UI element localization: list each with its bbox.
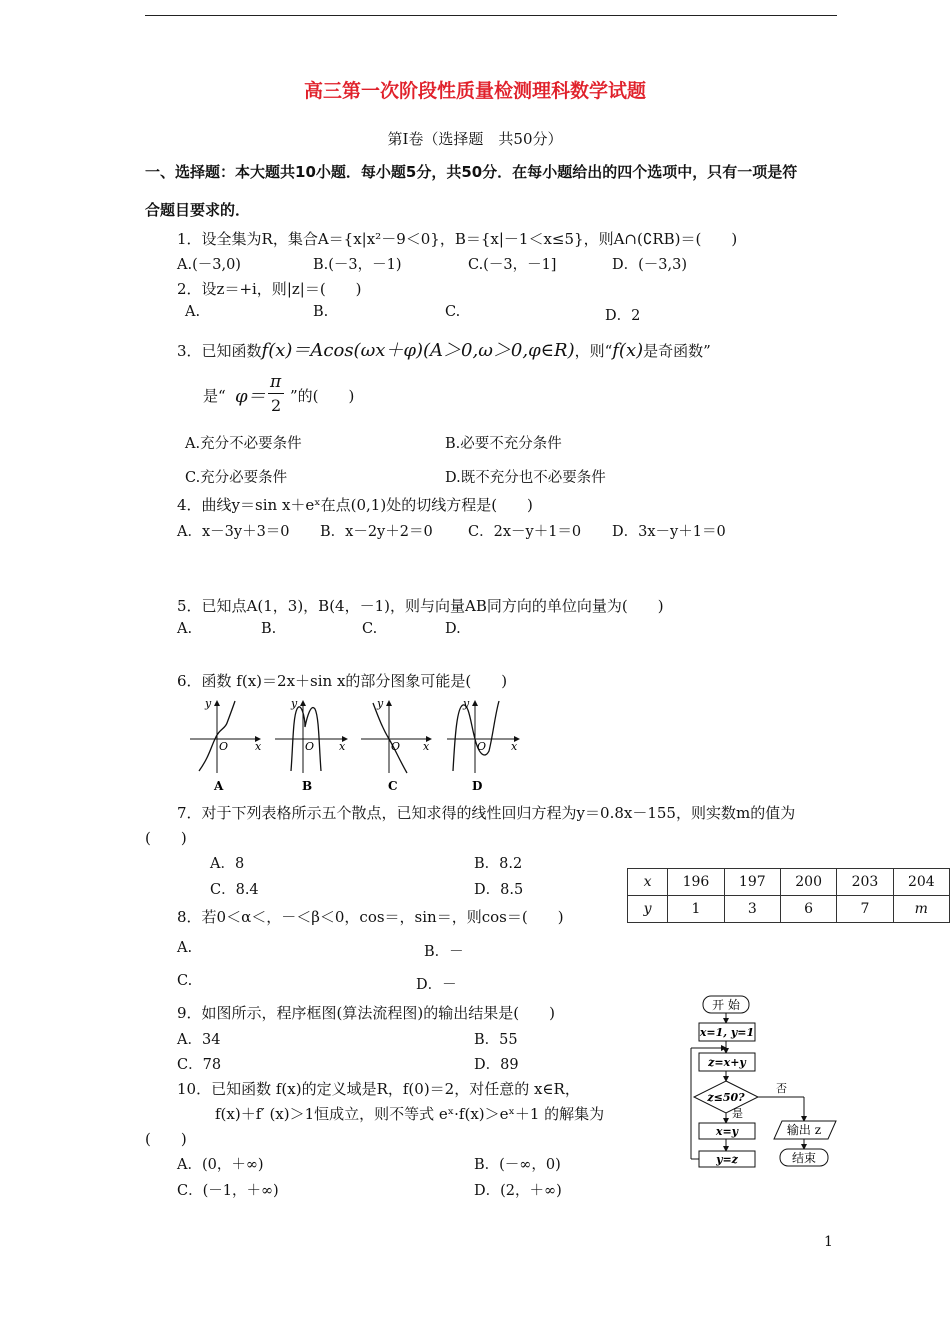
q5-option-a: A. — [177, 621, 193, 637]
q6-function-graphs — [185, 695, 530, 795]
q9-option-d: D．89 — [474, 1057, 519, 1073]
q5-stem: 5．已知点A(1，3)，B(4，－1)，则与向量AB同方向的单位向量为( ) — [177, 597, 664, 615]
q2-option-b: B. — [313, 304, 329, 320]
q5-option-c: C. — [362, 621, 378, 637]
q3-stem-text2: ，则“ — [574, 342, 613, 360]
q7-stem-line1: 7．对于下列表格所示五个散点，已知求得的线性回归方程为y＝0.8x－155，则实数m的值为 — [177, 804, 796, 822]
svg-text:是: 是 — [732, 1107, 743, 1120]
part-heading: 第Ⅰ卷（选择题 共50分） — [387, 130, 563, 148]
q7-scatter-table — [627, 868, 950, 923]
graph-b-origin: O — [305, 740, 315, 753]
svg-text:z≤50?: z≤50? — [707, 1091, 745, 1104]
svg-text:y=z: y=z — [716, 1153, 738, 1166]
q1-stem: 1．设全集为R，集合A＝{x|x²－9＜0}，B＝{x|－1＜x≤5}，则A∩(∁RB)＝( ) — [177, 230, 738, 248]
q9-option-b: B．55 — [474, 1032, 518, 1048]
table-cell: 197 — [724, 869, 780, 896]
graph-d-y-label: y — [463, 697, 470, 710]
table-cell: 200 — [780, 869, 836, 896]
table-row — [628, 896, 950, 923]
q7-option-a: A．8 — [210, 856, 245, 872]
graph-a-y-label: y — [205, 697, 212, 710]
page-number: 1 — [824, 1234, 833, 1250]
q6-stem: 6．函数 f(x)＝2x＋sin x的部分图象可能是( ) — [177, 672, 508, 690]
q3-fraction-bar — [268, 393, 284, 394]
q10-stem-line3: ( ) — [145, 1130, 187, 1148]
graph-d — [447, 697, 519, 793]
section-instructions-line1: 一、选择题：本大题共10小题．每小题5分，共50分．在每小题给出的四个选项中，只有一项是符 — [145, 163, 798, 181]
q3-stem-text: 3．已知函数 — [177, 342, 262, 360]
graph-b-x-label: x — [339, 740, 346, 753]
graph-c-x-label: x — [423, 740, 430, 753]
graph-b — [275, 697, 347, 793]
q8-option-a: A. — [177, 940, 193, 956]
table-row — [628, 869, 950, 896]
q3-formula: f(x)＝Acos(ωx＋φ)(A＞0,ω＞0,φ∈R) — [261, 340, 575, 361]
svg-text:x=y: x=y — [715, 1125, 739, 1138]
svg-text:结束: 结束 — [791, 1151, 817, 1165]
q8-stem: 8．若0＜α＜，－＜β＜0，cos＝，sin＝，则cos＝( ) — [177, 908, 564, 926]
graph-c-label: C — [388, 779, 398, 793]
q2-option-a: A. — [185, 304, 201, 320]
q4-option-d: D．3x－y＋1＝0 — [612, 524, 726, 540]
q10-stem-line1: 10．已知函数 f(x)的定义域是R，f(0)＝2，对任意的 x∈R， — [177, 1080, 580, 1098]
table-cell: 3 — [724, 896, 780, 923]
q10-option-d: D．(2，＋∞) — [474, 1183, 562, 1199]
q7-stem-line2: ( ) — [145, 829, 187, 847]
graph-b-y-label: y — [291, 697, 298, 710]
top-rule — [145, 15, 837, 16]
q3-option-c: C.充分必要条件 — [185, 470, 288, 486]
svg-text:x=1, y=1: x=1, y=1 — [699, 1026, 755, 1039]
q9-stem: 9．如图所示，程序框图(算法流程图)的输出结果是( ) — [177, 1004, 555, 1022]
q2-option-d: D．2 — [605, 308, 641, 324]
q4-option-b: B．x－2y＋2＝0 — [320, 524, 433, 540]
table-cell: 1 — [668, 896, 724, 923]
q1-option-d: D．(－3,3) — [612, 257, 687, 273]
q9-flowchart — [686, 993, 846, 1179]
q3-stem-text3: 是奇函数” — [643, 342, 711, 360]
q9-option-c: C．78 — [177, 1057, 222, 1073]
q3-phi: φ＝ — [235, 386, 266, 407]
table-cell: 7 — [837, 896, 893, 923]
q2-option-c: C. — [445, 304, 461, 320]
q7-option-c: C．8.4 — [210, 882, 259, 898]
table-cell: m — [893, 896, 949, 923]
q10-option-b: B．(－∞，0) — [474, 1157, 561, 1173]
q5-option-d: D. — [445, 621, 461, 637]
q4-option-a: A．x－3y＋3＝0 — [177, 524, 290, 540]
q9-option-a: A．34 — [177, 1032, 221, 1048]
table-cell: 6 — [780, 896, 836, 923]
table-cell: 196 — [668, 869, 724, 896]
q7-option-d: D．8.5 — [474, 882, 524, 898]
q3-option-d: D.既不充分也不必要条件 — [445, 470, 606, 486]
svg-text:开 始: 开 始 — [712, 998, 740, 1012]
q1-option-b: B.(－3，－1) — [313, 257, 402, 273]
q4-stem: 4．曲线y＝sin x＋eˣ在点(0,1)处的切线方程是( ) — [177, 496, 533, 514]
table-cell: y — [628, 896, 668, 923]
graph-b-label: B — [302, 779, 313, 793]
graph-d-origin: O — [477, 740, 487, 753]
q5-option-b: B. — [261, 621, 277, 637]
graph-a-origin: O — [219, 740, 229, 753]
q3-line2-suffix: ”的( ) — [290, 387, 355, 405]
q2-stem: 2．设z＝+i，则|z|＝( ) — [177, 280, 362, 298]
q10-option-a: A．(0，＋∞) — [177, 1157, 264, 1173]
svg-text:否: 否 — [776, 1082, 787, 1095]
q3-option-a: A.充分不必要条件 — [185, 436, 302, 452]
graph-d-label: D — [472, 779, 483, 793]
q3-option-b: B.必要不充分条件 — [445, 436, 562, 452]
graph-d-x-label: x — [511, 740, 518, 753]
graph-c — [361, 697, 431, 793]
graph-a — [190, 697, 262, 793]
exam-title: 高三第一次阶段性质量检测理科数学试题 — [303, 80, 646, 102]
table-cell: x — [628, 869, 668, 896]
q3-two: 2 — [271, 396, 282, 415]
q10-stem-line2: f(x)＋f′ (x)＞1恒成立，则不等式 eˣ·f(x)＞eˣ＋1 的解集为 — [215, 1105, 605, 1123]
table-cell: 203 — [837, 869, 893, 896]
q3-line2-prefix: 是“ — [203, 387, 226, 405]
q4-option-c: C．2x－y＋1＝0 — [468, 524, 582, 540]
svg-text:z=x+y: z=x+y — [708, 1056, 746, 1069]
q3-pi: π — [270, 372, 282, 392]
graph-a-x-label: x — [255, 740, 262, 753]
table-cell: 204 — [893, 869, 949, 896]
q8-option-c: C. — [177, 973, 193, 989]
q8-option-d: D．－ — [416, 977, 457, 993]
q3-stem — [177, 336, 711, 362]
q7-option-b: B．8.2 — [474, 856, 523, 872]
q10-option-c: C．(－1，＋∞) — [177, 1183, 279, 1199]
q3-fx: f(x) — [612, 340, 644, 361]
q1-option-a: A.(－3,0) — [177, 257, 241, 273]
graph-c-origin: O — [391, 740, 401, 753]
section-instructions-line2: 合题目要求的． — [145, 201, 251, 219]
q8-option-b: B．－ — [424, 944, 464, 960]
svg-text:输出 z: 输出 z — [786, 1123, 822, 1137]
graph-a-label: A — [214, 779, 224, 793]
q1-option-c: C.(－3，－1] — [468, 257, 557, 273]
graph-c-y-label: y — [377, 697, 384, 710]
